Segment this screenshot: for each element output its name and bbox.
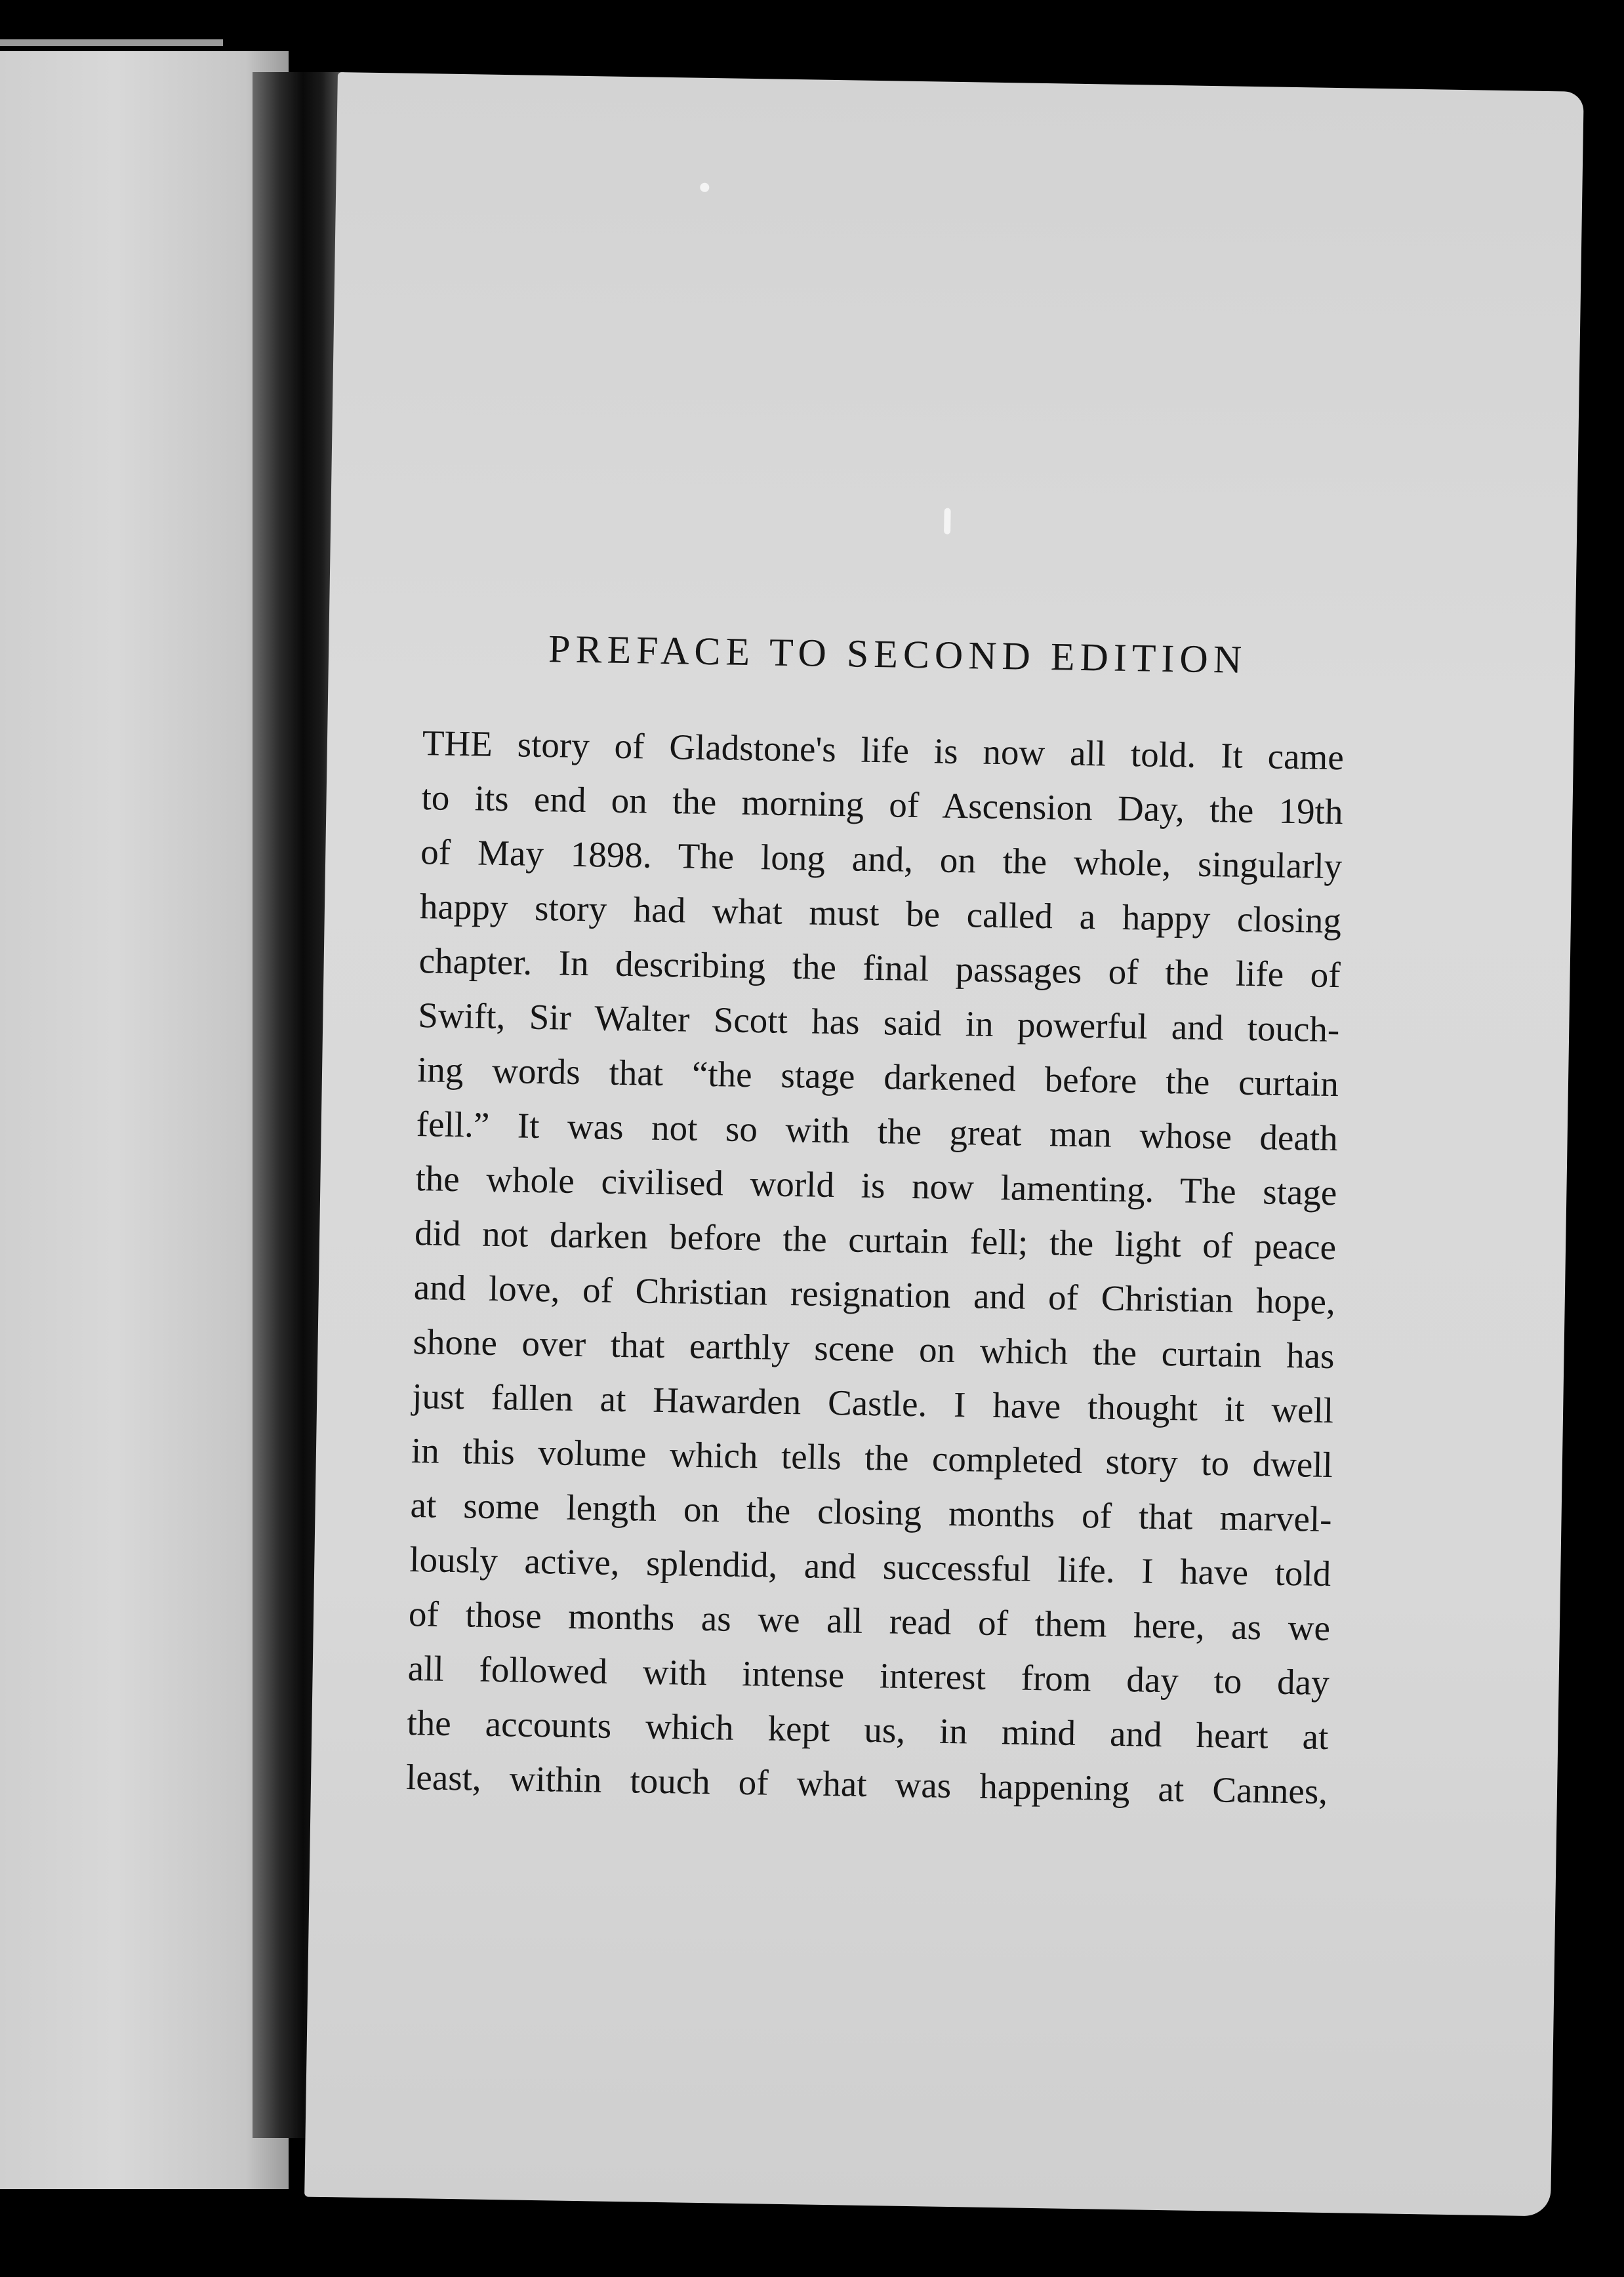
text-line: of those months as we all read of them here, as we xyxy=(408,1593,1331,1649)
text-line: chapter. In describing the final passages of the life of xyxy=(418,940,1341,996)
right-page xyxy=(304,72,1584,2216)
text-line: at some length on the closing months of that marvel- xyxy=(410,1485,1333,1540)
text-line: THE story of Gladstone's life is now all told. It came xyxy=(422,723,1345,778)
text-line: happy story had what must be called a happy closing xyxy=(419,886,1342,941)
text-line: the accounts which kept us, in mind and heart at xyxy=(407,1702,1329,1758)
text-line: and love, of Christian resignation and of Christian hope, xyxy=(413,1267,1336,1322)
preface-text-block xyxy=(406,624,1346,1819)
text-line: least, within touch of what was happening at Cannes, xyxy=(405,1756,1328,1812)
preface-body xyxy=(406,715,1345,1819)
text-line: in this volume which tells the completed story to dwell xyxy=(411,1430,1333,1485)
text-line: just fallen at Hawarden Castle. I have thought it well xyxy=(411,1376,1334,1431)
left-page-edge xyxy=(0,39,223,46)
left-page xyxy=(0,51,289,2189)
paper-speck xyxy=(700,183,709,192)
text-line: fell.” It was not so with the great man whose death xyxy=(416,1104,1339,1159)
preface-heading: PREFACE TO SECOND EDITION xyxy=(548,627,1248,681)
paper-speck xyxy=(944,508,951,534)
text-line: did not darken before the curtain fell; the light of peace xyxy=(414,1213,1337,1268)
text-line: Swift, Sir Walter Scott has said in powerful and touch- xyxy=(417,995,1340,1050)
text-line: of May 1898. The long and, on the whole, singularly xyxy=(420,832,1343,887)
text-line: the whole civilised world is now lamenting. The stage xyxy=(415,1158,1337,1213)
text-line: lously active, splendid, and successful life. I have told xyxy=(409,1539,1331,1594)
text-line: shone over that earthly scene on which the curtain has xyxy=(413,1321,1335,1377)
text-line: ing words that “the stage darkened before the curtain xyxy=(416,1049,1339,1104)
text-line: to its end on the morning of Ascension Day, the 19th xyxy=(421,777,1343,832)
text-line: all followed with intense interest from day to day xyxy=(407,1647,1330,1703)
